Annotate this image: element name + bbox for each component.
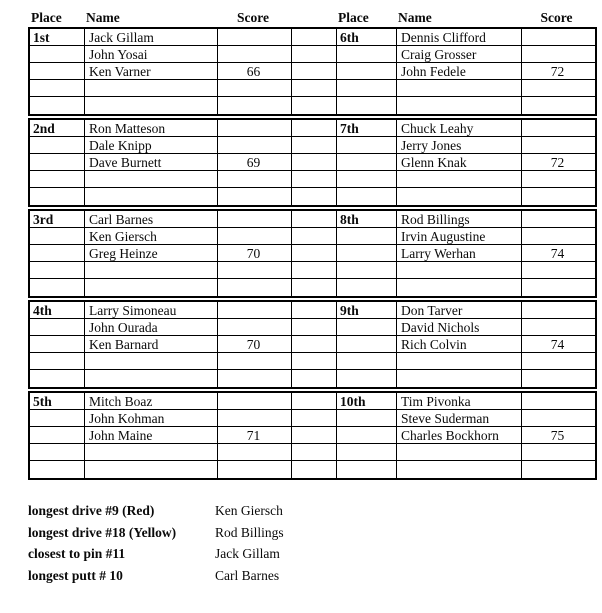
score-cell: [218, 319, 292, 336]
score-cell: 72: [522, 63, 595, 80]
score-cell: [218, 97, 292, 114]
spacer-cell: [292, 262, 337, 279]
score-cell: [218, 120, 292, 137]
name-cell: Rod Billings: [397, 211, 522, 228]
score-cell: [218, 262, 292, 279]
name-cell: John Maine: [85, 427, 218, 444]
name-cell: [85, 80, 218, 97]
spacer-cell: [292, 336, 337, 353]
award-line: [28, 525, 602, 547]
score-cell: [522, 211, 595, 228]
score-cell: [522, 137, 595, 154]
place-cell: [30, 188, 85, 205]
score-cell: [218, 370, 292, 387]
score-cell: [218, 353, 292, 370]
spacer-cell: [292, 427, 337, 444]
place-cell: [30, 245, 85, 262]
name-cell: [397, 97, 522, 114]
score-cell: [522, 279, 595, 296]
spacer-cell: [292, 188, 337, 205]
spacer-cell: [292, 154, 337, 171]
name-cell: John Yosai: [85, 46, 218, 63]
name-cell: Ron Matteson: [85, 120, 218, 137]
score-cell: [218, 171, 292, 188]
spacer-cell: [292, 444, 337, 461]
name-cell: [85, 461, 218, 478]
place-cell: [30, 97, 85, 114]
spacer-cell: [292, 137, 337, 154]
score-cell: 70: [218, 245, 292, 262]
score-cell: [218, 80, 292, 97]
standings-block: [28, 209, 597, 298]
spacer-cell: [292, 461, 337, 478]
place-cell: [30, 262, 85, 279]
spacer-cell: [292, 171, 337, 188]
score-cell: [522, 319, 595, 336]
place-cell: 4th: [30, 302, 85, 319]
spacer-cell: [292, 228, 337, 245]
score-cell: [522, 80, 595, 97]
place-cell: 7th: [337, 120, 397, 137]
score-cell: [218, 29, 292, 46]
place-cell: [30, 46, 85, 63]
award-label: longest drive #18 (Yellow): [28, 524, 177, 540]
score-cell: [522, 120, 595, 137]
spacer-cell: [292, 97, 337, 114]
place-cell: [30, 154, 85, 171]
place-cell: [337, 461, 397, 478]
place-cell: 8th: [337, 211, 397, 228]
column-header-place-right: Place: [338, 10, 369, 25]
score-cell: [218, 444, 292, 461]
award-line: [28, 546, 602, 568]
name-cell: [397, 353, 522, 370]
name-cell: Charles Bockhorn: [397, 427, 522, 444]
score-cell: [522, 228, 595, 245]
place-cell: [337, 444, 397, 461]
standings-table: [28, 27, 602, 480]
place-cell: [337, 319, 397, 336]
place-cell: [337, 353, 397, 370]
name-cell: [397, 461, 522, 478]
place-cell: [337, 279, 397, 296]
spacer-cell: [292, 279, 337, 296]
spacer-cell: [292, 46, 337, 63]
place-cell: [30, 63, 85, 80]
award-winner: Jack Gillam: [215, 546, 280, 561]
score-cell: [218, 461, 292, 478]
award-winner: Carl Barnes: [215, 567, 280, 583]
column-header-name-right: Name: [398, 10, 432, 25]
place-cell: [30, 228, 85, 245]
place-cell: [30, 319, 85, 336]
name-cell: Rich Colvin: [397, 336, 522, 353]
spacer-cell: [292, 120, 337, 137]
name-cell: Dave Burnett: [85, 154, 218, 171]
place-cell: [30, 279, 85, 296]
spacer-cell: [292, 29, 337, 46]
place-cell: [30, 137, 85, 154]
column-header-score-right: Score: [540, 10, 573, 25]
place-cell: [337, 262, 397, 279]
place-cell: [337, 63, 397, 80]
name-cell: Jack Gillam: [85, 29, 218, 46]
score-cell: [218, 393, 292, 410]
name-cell: [85, 279, 218, 296]
standings-block: [28, 300, 597, 389]
score-cell: 66: [218, 63, 292, 80]
spacer-cell: [292, 370, 337, 387]
score-cell: [218, 279, 292, 296]
place-cell: [337, 410, 397, 427]
spacer-cell: [292, 319, 337, 336]
score-cell: 75: [522, 427, 595, 444]
name-cell: Jerry Jones: [397, 137, 522, 154]
place-cell: [337, 137, 397, 154]
score-cell: 71: [218, 427, 292, 444]
name-cell: Chuck Leahy: [397, 120, 522, 137]
award-label: longest putt # 10: [28, 567, 123, 583]
standings-block: [28, 391, 597, 480]
name-cell: John Ourada: [85, 319, 218, 336]
award-line: [28, 568, 602, 590]
place-cell: [337, 228, 397, 245]
place-cell: [30, 444, 85, 461]
score-cell: [522, 461, 595, 478]
place-cell: [30, 427, 85, 444]
standings-block: [28, 27, 597, 116]
award-winner: Ken Giersch: [215, 503, 283, 518]
place-cell: 6th: [337, 29, 397, 46]
name-cell: Larry Werhan: [397, 245, 522, 262]
spacer-cell: [292, 353, 337, 370]
place-cell: [337, 154, 397, 171]
name-cell: Greg Heinze: [85, 245, 218, 262]
place-cell: [337, 46, 397, 63]
name-cell: [397, 370, 522, 387]
name-cell: David Nichols: [397, 319, 522, 336]
place-cell: [30, 80, 85, 97]
score-cell: 74: [522, 245, 595, 262]
name-cell: Ken Barnard: [85, 336, 218, 353]
name-cell: [85, 188, 218, 205]
score-cell: [522, 171, 595, 188]
name-cell: Craig Grosser: [397, 46, 522, 63]
name-cell: Tim Pivonka: [397, 393, 522, 410]
score-cell: 74: [522, 336, 595, 353]
name-cell: [397, 171, 522, 188]
name-cell: Ken Giersch: [85, 228, 218, 245]
spacer-cell: [292, 211, 337, 228]
name-cell: Larry Simoneau: [85, 302, 218, 319]
name-cell: Steve Suderman: [397, 410, 522, 427]
spacer-cell: [292, 410, 337, 427]
award-label: closest to pin #11: [28, 546, 126, 561]
place-cell: 5th: [30, 393, 85, 410]
score-cell: 72: [522, 154, 595, 171]
name-cell: [397, 188, 522, 205]
column-header-name-left: Name: [86, 10, 120, 25]
score-cell: 69: [218, 154, 292, 171]
name-cell: [397, 279, 522, 296]
place-cell: [337, 427, 397, 444]
score-cell: 70: [218, 336, 292, 353]
name-cell: [85, 444, 218, 461]
place-cell: [337, 97, 397, 114]
name-cell: John Fedele: [397, 63, 522, 80]
award-line: [28, 503, 602, 525]
place-cell: [337, 336, 397, 353]
place-cell: [30, 410, 85, 427]
score-cell: [218, 137, 292, 154]
name-cell: Dale Knipp: [85, 137, 218, 154]
award-label: longest drive #9 (Red): [28, 503, 155, 518]
place-cell: [30, 370, 85, 387]
score-cell: [522, 188, 595, 205]
name-cell: Don Tarver: [397, 302, 522, 319]
name-cell: Dennis Clifford: [397, 29, 522, 46]
award-winner: Rod Billings: [215, 524, 284, 540]
score-cell: [522, 46, 595, 63]
score-cell: [522, 29, 595, 46]
name-cell: [85, 171, 218, 188]
place-cell: 1st: [30, 29, 85, 46]
place-cell: 10th: [337, 393, 397, 410]
place-cell: [337, 188, 397, 205]
name-cell: Mitch Boaz: [85, 393, 218, 410]
table-header-row: [28, 10, 602, 27]
spacer-cell: [292, 302, 337, 319]
score-cell: [522, 444, 595, 461]
column-header-score-left: Score: [237, 10, 269, 25]
place-cell: 3rd: [30, 211, 85, 228]
score-cell: [522, 410, 595, 427]
place-cell: 2nd: [30, 120, 85, 137]
score-cell: [522, 353, 595, 370]
name-cell: Irvin Augustine: [397, 228, 522, 245]
score-cell: [522, 370, 595, 387]
column-header-spacer: [290, 10, 335, 27]
name-cell: [85, 97, 218, 114]
spacer-cell: [292, 393, 337, 410]
score-cell: [218, 302, 292, 319]
place-cell: [30, 171, 85, 188]
place-cell: [337, 245, 397, 262]
score-cell: [522, 262, 595, 279]
column-header-place-left: Place: [31, 10, 62, 25]
score-cell: [522, 393, 595, 410]
name-cell: [85, 353, 218, 370]
name-cell: [397, 444, 522, 461]
spacer-cell: [292, 245, 337, 262]
place-cell: [30, 336, 85, 353]
place-cell: [337, 171, 397, 188]
score-cell: [218, 46, 292, 63]
score-cell: [522, 97, 595, 114]
name-cell: [85, 370, 218, 387]
place-cell: [337, 370, 397, 387]
place-cell: [30, 461, 85, 478]
name-cell: [397, 80, 522, 97]
name-cell: Glenn Knak: [397, 154, 522, 171]
place-cell: [337, 80, 397, 97]
score-cell: [218, 188, 292, 205]
name-cell: [85, 262, 218, 279]
score-cell: [522, 302, 595, 319]
spacer-cell: [292, 63, 337, 80]
awards-section: [28, 503, 602, 589]
place-cell: 9th: [337, 302, 397, 319]
standings-block: [28, 118, 597, 207]
spacer-cell: [292, 80, 337, 97]
score-cell: [218, 228, 292, 245]
score-cell: [218, 410, 292, 427]
score-cell: [218, 211, 292, 228]
name-cell: [397, 262, 522, 279]
place-cell: [30, 353, 85, 370]
name-cell: Carl Barnes: [85, 211, 218, 228]
name-cell: John Kohman: [85, 410, 218, 427]
name-cell: Ken Varner: [85, 63, 218, 80]
